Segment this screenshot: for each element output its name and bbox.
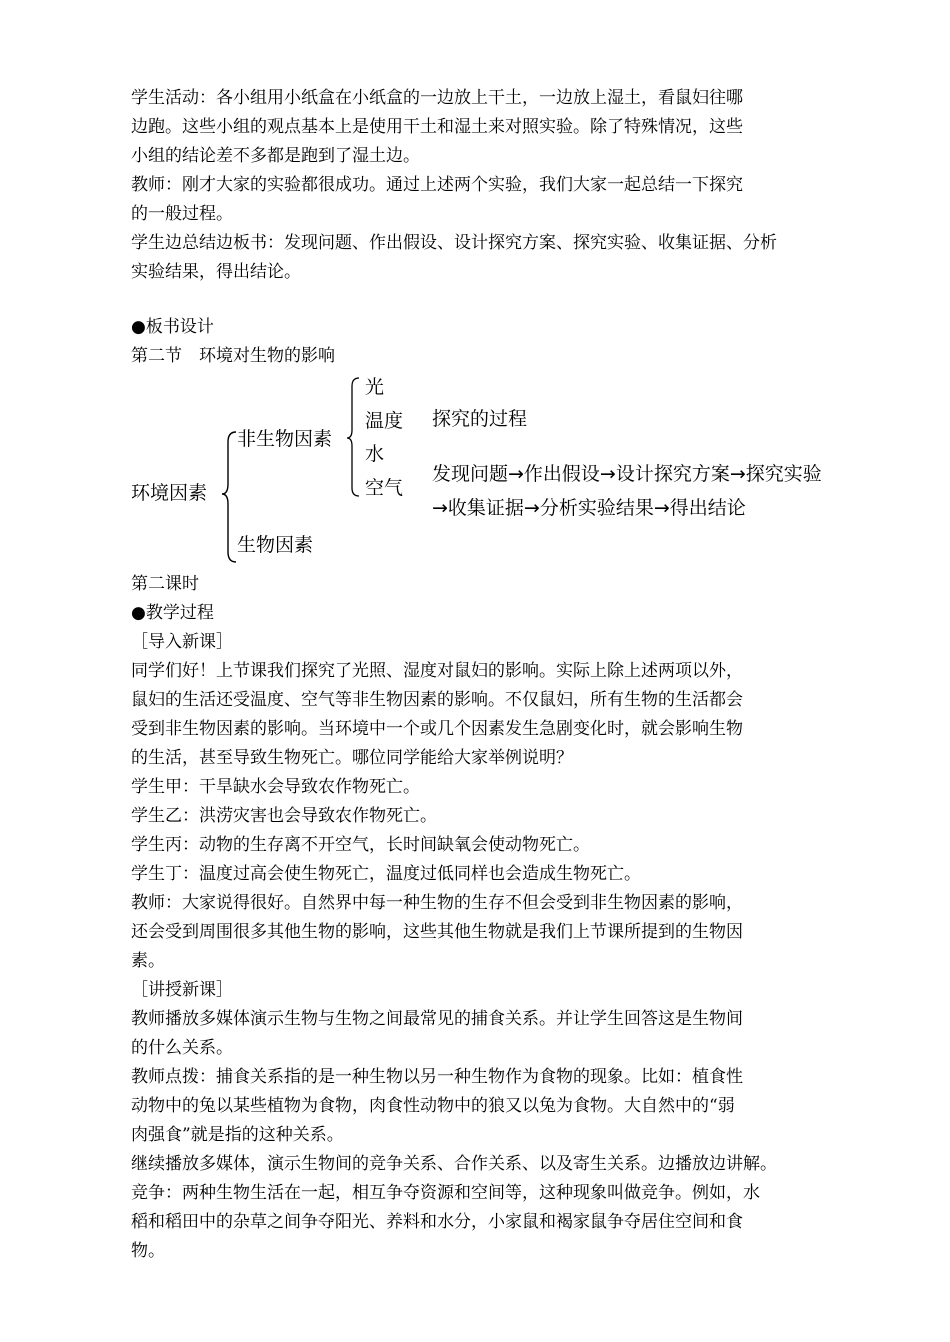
text-block-lesson (131, 570, 831, 1266)
paragraph-line: 学生丁：温度过高会使生物死亡，温度过低同样也会造成生物死亡。 (131, 864, 641, 884)
paragraph-line: 素。 (131, 951, 165, 971)
abiotic-item-temperature: 温度 (365, 410, 404, 432)
paragraph-line: 教师：刚才大家的实验都很成功。通过上述两个实验，我们大家一起总结一下探究 (131, 175, 743, 195)
paragraph-line: 的什么关系。 (131, 1038, 233, 1058)
paragraph-line: 继续播放多媒体，演示生物间的竞争关系、合作关系、以及寄生关系。边播放边讲解。 (131, 1154, 777, 1174)
paragraph-line: 学生乙：洪涝灾害也会导致农作物死亡。 (131, 806, 437, 826)
paragraph-line: 学生边总结边板书：发现问题、作出假设、设计探究方案、探究实验、收集证据、分析 (131, 233, 777, 253)
paragraph-line: 学生甲：干旱缺水会导致农作物死亡。 (131, 777, 420, 797)
section-heading: 第二课时 (131, 574, 199, 594)
paragraph-line: 的一般过程。 (131, 204, 233, 224)
abiotic-item-air: 空气 (365, 477, 404, 499)
abiotic-item-light: 光 (365, 376, 385, 398)
paragraph-line: 教师：大家说得很好。自然界中每一种生物的生存不但会受到非生物因素的影响， (131, 893, 743, 913)
paragraph-line: 边跑。这些小组的观点基本上是使用干土和湿土来对照实验。除了特殊情况，这些 (131, 117, 743, 137)
paragraph-line: 动物中的兔以某些植物为食物，肉食性动物中的狼又以兔为食物。大自然中的“弱 (131, 1096, 735, 1116)
section-subtitle: 第二节 环境对生物的影响 (131, 346, 335, 366)
paragraph-line: 实验结果，得出结论。 (131, 262, 301, 282)
board-diagram (120, 372, 920, 562)
paragraph-line: 物。 (131, 1241, 165, 1261)
abiotic-brace-icon (346, 376, 362, 498)
paragraph-line: 还会受到周围很多其他生物的影响，这些其他生物就是我们上节课所提到的生物因 (131, 922, 743, 942)
biotic-label: 生物因素 (237, 534, 314, 556)
subsection-heading: ［讲授新课］ (131, 980, 233, 1000)
section-heading: ●教学过程 (131, 603, 214, 623)
paragraph-line: 鼠妇的生活还受温度、空气等非生物因素的影响。不仅鼠妇，所有生物的生活都会 (131, 690, 743, 710)
paragraph-line: 受到非生物因素的影响。当环境中一个或几个因素发生急剧变化时，就会影响生物 (131, 719, 743, 739)
paragraph-line: 同学们好！上节课我们探究了光照、湿度对鼠妇的影响。实际上除上述两项以外， (131, 661, 743, 681)
paragraph-line: 教师播放多媒体演示生物与生物之间最常见的捕食关系。并让学生回答这是生物间 (131, 1009, 743, 1029)
process-line-1: 发现问题→作出假设→设计探究方案→探究实验 (432, 463, 822, 485)
paragraph-line: 学生丙：动物的生存离不开空气，长时间缺氧会使动物死亡。 (131, 835, 590, 855)
root-label: 环境因素 (131, 482, 208, 504)
paragraph-line: 小组的结论差不多都是跑到了湿土边。 (131, 146, 420, 166)
section-heading: ●板书设计 (131, 317, 214, 337)
paragraph-line: 肉强食”就是指的这种关系。 (131, 1125, 344, 1145)
text-block-board-design (131, 313, 831, 371)
subsection-heading: ［导入新课］ (131, 632, 233, 652)
paragraph-line: 学生活动：各小组用小纸盒在小纸盒的一边放上干土，一边放上湿土，看鼠妇往哪 (131, 88, 743, 108)
paragraph-line: 稻和稻田中的杂草之间争夺阳光、养料和水分，小家鼠和褐家鼠争夺居住空间和食 (131, 1212, 743, 1232)
paragraph-line: 教师点拨：捕食关系指的是一种生物以另一种生物作为食物的现象。比如：植食性 (131, 1067, 743, 1087)
abiotic-item-water: 水 (365, 443, 385, 465)
abiotic-label: 非生物因素 (237, 428, 333, 450)
paragraph-line: 的生活，甚至导致生物死亡。哪位同学能给大家举例说明？ (131, 748, 573, 768)
process-line-2: →收集证据→分析实验结果→得出结论 (432, 497, 746, 519)
text-block-activity (131, 84, 831, 287)
paragraph-line: 竞争：两种生物生活在一起，相互争夺资源和空间等，这种现象叫做竞争。例如，水 (131, 1183, 760, 1203)
process-title: 探究的过程 (432, 408, 528, 430)
